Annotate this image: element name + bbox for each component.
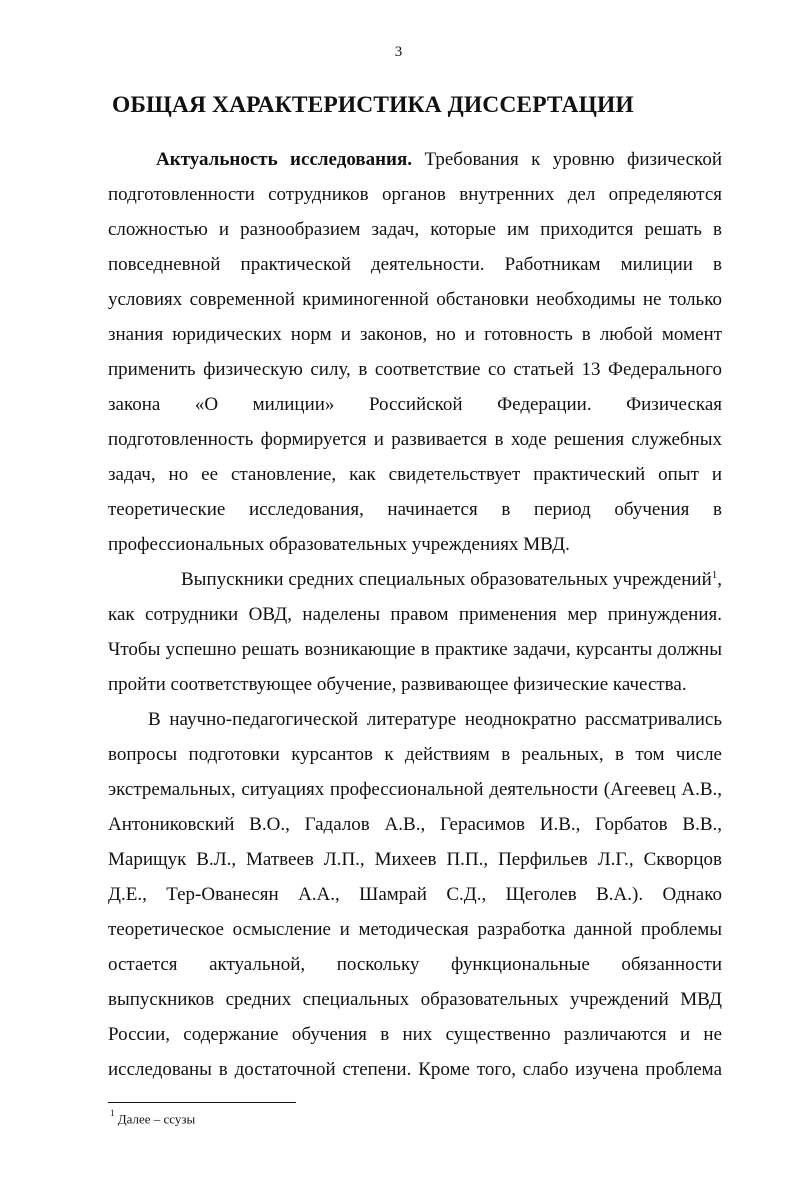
page-number: 3 [394,44,403,60]
page-title: ОБЩАЯ ХАРАКТЕРИСТИКА ДИССЕРТАЦИИ [112,92,634,118]
paragraph-1-line-1-rest: Требования к уровню физической [424,149,722,170]
paragraph-line: Антониковский В.О., Гадалов А.В., Герасимов И.В., Горбатов В.В., [108,814,722,835]
footnote-reference[interactable]: 1 [711,569,718,581]
paragraph-1-line-1 [108,142,722,177]
paragraph-line: выпускников средних специальных образовательных учреждений МВД [108,989,722,1010]
paragraph-line: подготовленность формируется и развивается в ходе решения служебных [108,429,722,450]
paragraph-line: закона «О милиции» Российской Федерации. Физическая [108,394,722,415]
paragraph-line: Д.Е., Тер-Ованесян А.А., Шамрай С.Д., Щеголев В.А.). Однако [108,884,722,905]
paragraph-line: вопросы подготовки курсантов к действиям в реальных, в том числе [108,744,722,765]
paragraph-2-line-1 [108,562,722,597]
footnote-divider [108,1102,296,1103]
paragraph-line: профессиональных образовательных учреждениях МВД. [108,534,570,555]
paragraph-line: знания юридических норм и законов, но и готовность в любой момент [108,324,722,345]
paragraph-line: как сотрудники ОВД, наделены правом применения мер принуждения. [108,604,722,625]
paragraph-line: остается актуальной, поскольку функциональные обязанности [108,954,722,975]
paragraph-line: условиях современной криминогенной обстановки необходимы не только [108,289,722,310]
section-lead: Актуальность исследования. [156,149,413,170]
paragraph-line: теоретические исследования, начинается в период обучения в [108,499,722,520]
paragraph-line: исследованы в достаточной степени. Кроме того, слабо изучена проблема [108,1059,722,1080]
paragraph-line: Марищук В.Л., Матвеев Л.П., Михеев П.П., Перфильев Л.Г., Скворцов [108,849,722,870]
paragraph-line: задач, но ее становление, как свидетельствует практический опыт и [108,464,722,485]
paragraph-line: Чтобы успешно решать возникающие в практике задачи, курсанты должны [108,639,722,660]
paragraph-2-line-1-text: Выпускники средних специальных образовательных учреждений [181,569,712,590]
paragraph-3-line-1: В научно-педагогической литературе неоднократно рассматривались [148,709,722,730]
paragraph-line: России, содержание обучения в них существенно различаются и не [108,1024,722,1045]
paragraph-line: применить физическую силу, в соответствие со статьей 13 Федерального [108,359,722,380]
footnote [110,1110,195,1127]
paragraph-line: подготовленности сотрудников органов внутренних дел определяются [108,184,722,205]
body-text [108,142,722,1087]
paragraph-line: экстремальных, ситуациях профессиональной деятельности (Агеевец А.В., [108,779,722,800]
paragraph-line: повседневной практической деятельности. Работникам милиции в [108,254,722,275]
paragraph-2-line-1-tail: , [717,569,722,590]
paragraph-line: теоретическое осмысление и методическая разработка данной проблемы [108,919,722,940]
footnote-text: Далее – ссузы [117,1111,196,1127]
paragraph-line: пройти соответствующее обучение, развивающее физические качества. [108,674,687,695]
footnote-mark: 1 [110,1108,115,1118]
paragraph-line: сложностью и разнообразием задач, которые им приходится решать в [108,219,722,240]
